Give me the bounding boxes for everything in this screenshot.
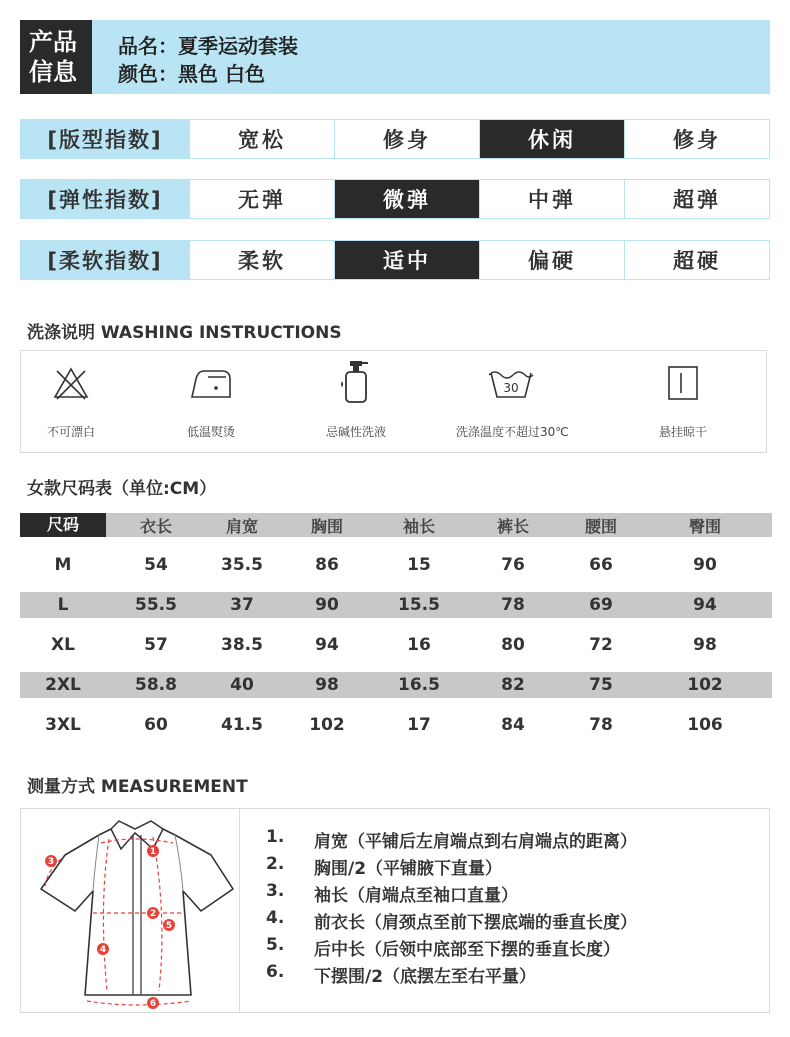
list-item xyxy=(266,881,637,908)
marker-2: 2 xyxy=(149,909,157,919)
table-cell: L xyxy=(57,595,69,615)
table-cell: 37 xyxy=(230,595,254,615)
table-cell: 75 xyxy=(589,675,613,695)
table-cell: 57 xyxy=(144,635,168,655)
marker-5: 5 xyxy=(165,921,173,931)
measurement-title: 测量方式 MEASUREMENT xyxy=(27,777,248,797)
no-bleach-icon xyxy=(51,363,91,403)
measurement-text: 下摆围/2（底摆左至右平量） xyxy=(314,967,537,987)
softness-index-row xyxy=(20,240,770,280)
measurement-text: 胸围/2（平铺腋下直量） xyxy=(314,859,503,879)
list-item xyxy=(266,827,637,854)
header-cell: 腰围 xyxy=(584,516,617,536)
softness-index-label: [柔软指数] xyxy=(21,241,189,279)
table-cell: 90 xyxy=(315,595,339,615)
table-cell: 16 xyxy=(407,635,431,655)
table-row xyxy=(20,705,772,745)
list-item xyxy=(266,908,637,935)
svg-text:30: 30 xyxy=(503,381,519,395)
washing-panel xyxy=(20,350,767,453)
table-cell: 15 xyxy=(407,555,431,575)
low-iron-icon xyxy=(188,363,234,403)
washing-label: 不可漂白 xyxy=(46,425,95,439)
measurement-list xyxy=(266,827,637,989)
measurement-text: 后中长（后领中底部至下摆的垂直长度） xyxy=(314,940,620,960)
washing-item xyxy=(161,351,261,454)
table-cell: 102 xyxy=(687,675,723,695)
header-cell: 胸围 xyxy=(310,516,343,536)
product-color: 颜色：黑色 白色 xyxy=(118,62,265,86)
wash-30-icon xyxy=(487,363,535,403)
washing-item xyxy=(306,351,406,454)
table-cell: 41.5 xyxy=(221,715,263,735)
elasticity-index-row xyxy=(20,179,770,219)
table-cell: 82 xyxy=(501,675,525,695)
hang-dry-icon xyxy=(663,363,703,403)
product-tag-line2: 信息 xyxy=(29,58,77,86)
header-cell: 尺码 xyxy=(20,513,106,537)
fit-index-label: [版型指数] xyxy=(21,120,189,158)
table-row xyxy=(20,672,772,698)
measurement-text: 袖长（肩端点至袖口直量） xyxy=(314,886,518,906)
table-cell: XL xyxy=(51,635,75,655)
table-cell: 54 xyxy=(144,555,168,575)
table-cell: 102 xyxy=(309,715,345,735)
table-cell: M xyxy=(54,555,72,575)
table-cell: 60 xyxy=(144,715,168,735)
marker-1: 1 xyxy=(149,847,157,857)
table-cell: 94 xyxy=(315,635,339,655)
measurement-num: 4. xyxy=(266,908,285,928)
measurement-num: 1. xyxy=(266,827,285,847)
table-cell: 3XL xyxy=(45,715,81,735)
size-table xyxy=(20,513,772,745)
elasticity-index-label: [弹性指数] xyxy=(21,180,189,218)
table-cell: 78 xyxy=(501,595,525,615)
marker-6: 6 xyxy=(149,999,157,1009)
table-cell: 90 xyxy=(693,555,717,575)
table-cell: 58.8 xyxy=(135,675,177,695)
measurement-num: 5. xyxy=(266,935,285,955)
product-tag-line1: 产品 xyxy=(29,28,77,56)
list-item xyxy=(266,854,637,881)
table-cell: 66 xyxy=(589,555,613,575)
washing-label: 悬挂晾干 xyxy=(658,425,707,439)
measurement-num: 2. xyxy=(266,854,285,874)
marker-4: 4 xyxy=(99,945,107,955)
washing-label: 洗涤温度不超过30℃ xyxy=(456,425,569,439)
table-cell: 86 xyxy=(315,555,339,575)
fit-option: 修身 xyxy=(334,120,479,158)
measurement-num: 3. xyxy=(266,881,285,901)
table-cell: 38.5 xyxy=(221,635,263,655)
table-cell: 98 xyxy=(693,635,717,655)
table-cell: 72 xyxy=(589,635,613,655)
fit-option: 宽松 xyxy=(189,120,334,158)
list-item xyxy=(266,962,637,989)
softness-option-selected: 适中 xyxy=(334,241,479,279)
elasticity-option: 中弹 xyxy=(479,180,624,218)
header-cell: 肩宽 xyxy=(225,516,258,536)
table-cell: 55.5 xyxy=(135,595,177,615)
fit-option: 修身 xyxy=(624,120,769,158)
size-table-title: 女款尺码表（单位:CM） xyxy=(27,479,217,499)
table-cell: 78 xyxy=(589,715,613,735)
softness-option: 超硬 xyxy=(624,241,769,279)
table-cell: 15.5 xyxy=(398,595,440,615)
marker-3: 3 xyxy=(47,857,55,867)
table-cell: 2XL xyxy=(45,675,81,695)
measurement-text: 前衣长（肩颈点至前下摆底端的垂直长度） xyxy=(314,913,637,933)
table-row xyxy=(20,545,772,585)
table-cell: 16.5 xyxy=(398,675,440,695)
table-cell: 84 xyxy=(501,715,525,735)
table-cell: 98 xyxy=(315,675,339,695)
elasticity-option: 超弹 xyxy=(624,180,769,218)
measurement-divider xyxy=(239,809,240,1012)
measurement-num: 6. xyxy=(266,962,285,982)
elasticity-option: 无弹 xyxy=(189,180,334,218)
table-row xyxy=(20,592,772,618)
washing-label: 低温熨烫 xyxy=(186,425,235,439)
product-name: 品名：夏季运动套装 xyxy=(118,34,298,58)
washing-item xyxy=(21,351,121,454)
fit-option-selected: 休闲 xyxy=(479,120,624,158)
elasticity-option-selected: 微弹 xyxy=(334,180,479,218)
header-cell: 裤长 xyxy=(496,516,529,536)
washing-title: 洗涤说明 WASHING INSTRUCTIONS xyxy=(27,323,342,343)
table-row xyxy=(20,625,772,665)
list-item xyxy=(266,935,637,962)
table-cell: 35.5 xyxy=(221,555,263,575)
header-cell: 袖长 xyxy=(402,516,435,536)
washing-item xyxy=(633,351,733,454)
table-cell: 40 xyxy=(230,675,254,695)
table-cell: 94 xyxy=(693,595,717,615)
header-cell: 衣长 xyxy=(139,516,172,536)
product-info-banner xyxy=(20,20,770,94)
table-cell: 76 xyxy=(501,555,525,575)
washing-label: 忌碱性洗液 xyxy=(325,425,386,439)
table-cell: 106 xyxy=(687,715,723,735)
measurement-text: 肩宽（平铺后左肩端点到右肩端点的距离） xyxy=(314,832,637,852)
softness-option: 偏硬 xyxy=(479,241,624,279)
product-info-text xyxy=(118,32,298,88)
measurement-panel xyxy=(20,808,770,1013)
size-table-header xyxy=(20,513,772,537)
fit-index-row xyxy=(20,119,770,159)
table-cell: 80 xyxy=(501,635,525,655)
softness-option: 柔软 xyxy=(189,241,334,279)
table-cell: 17 xyxy=(407,715,431,735)
header-cell: 臀围 xyxy=(688,516,721,536)
product-info-tag xyxy=(20,20,92,94)
no-alkali-detergent-icon xyxy=(336,359,376,405)
table-cell: 69 xyxy=(589,595,613,615)
washing-item xyxy=(456,351,569,454)
shirt-diagram-icon xyxy=(35,815,235,1011)
